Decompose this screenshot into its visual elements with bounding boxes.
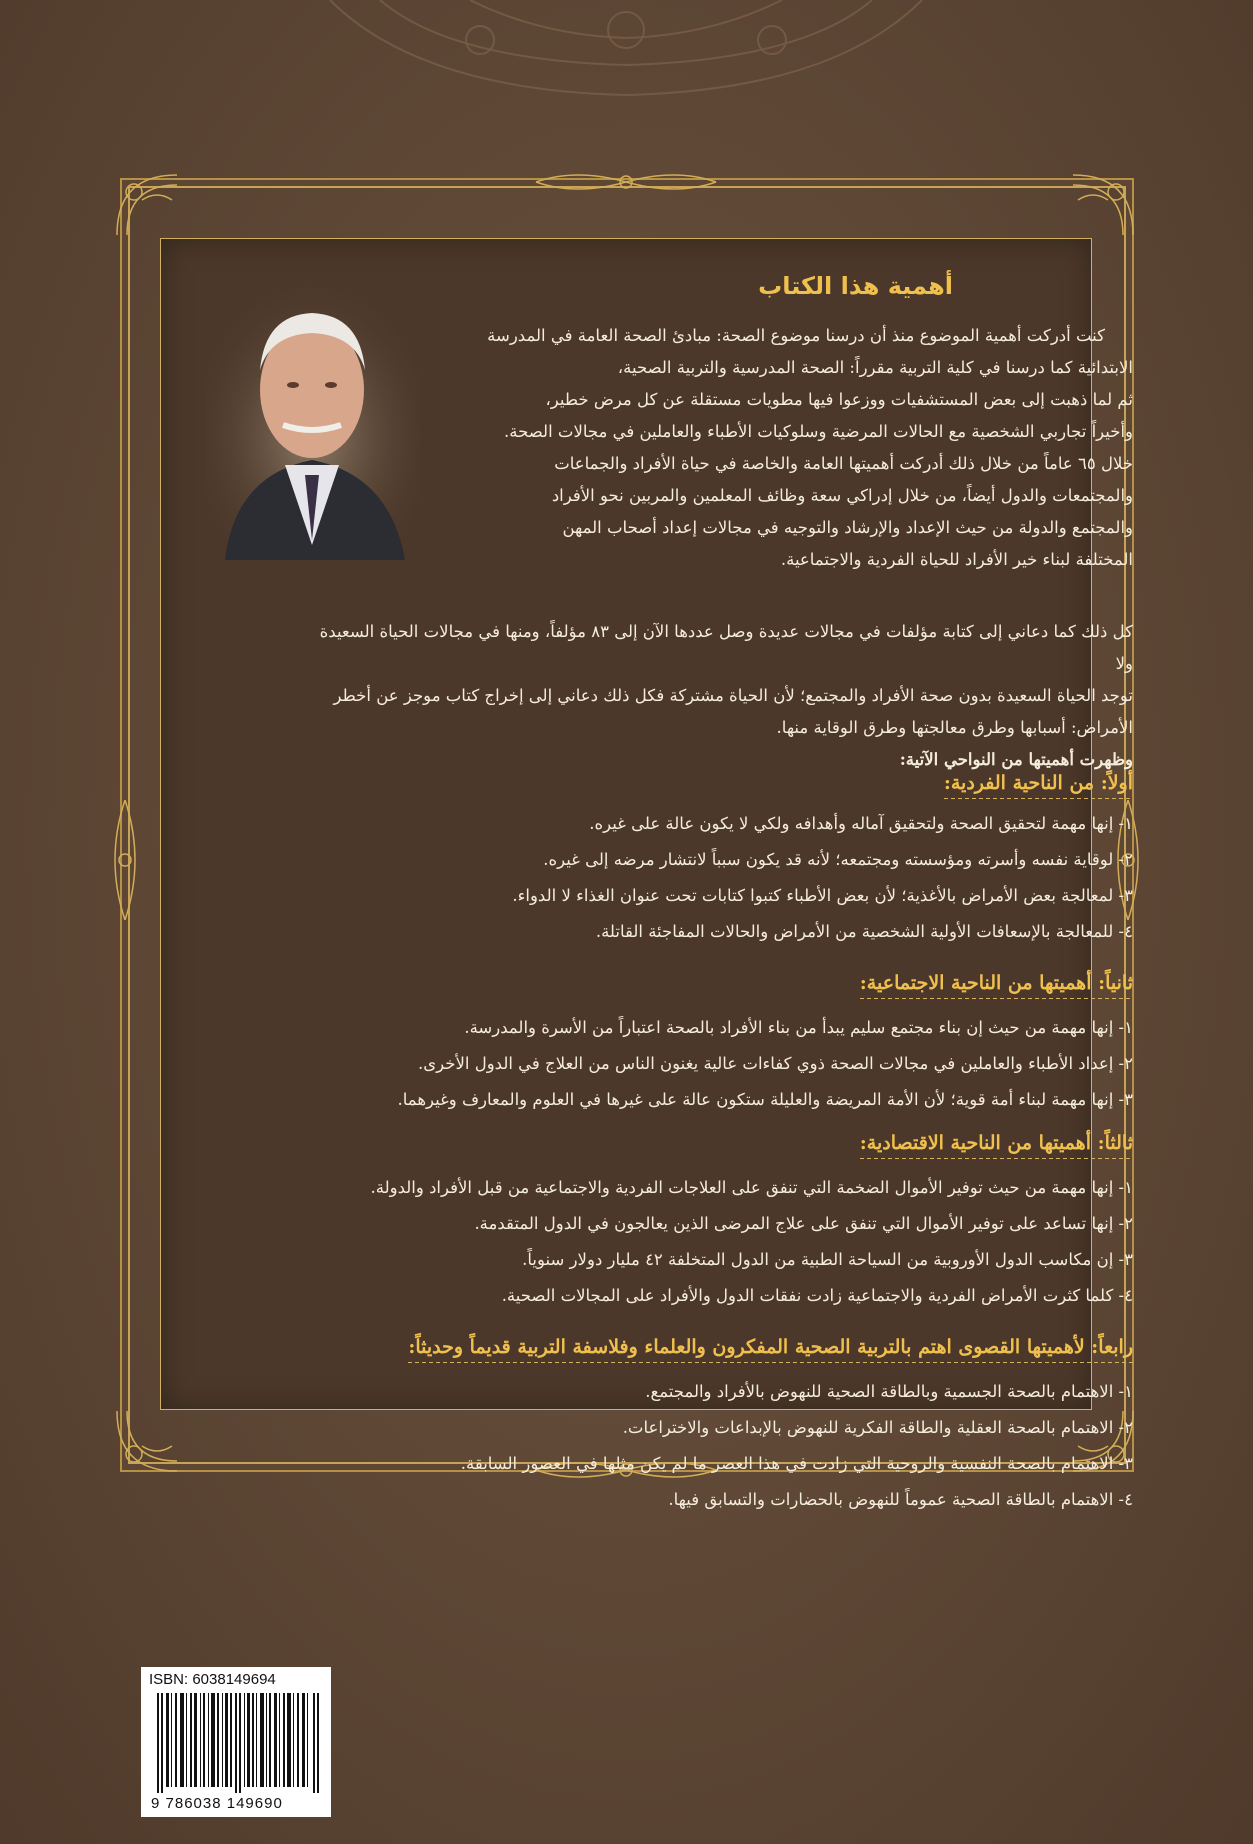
lead-line: وظهرت أهميتها من النواحي الآتية: — [899, 750, 1133, 769]
isbn-barcode — [141, 1667, 331, 1817]
isbn-label: ISBN: 6038149694 — [149, 1671, 276, 1688]
intro-line: ثم لما ذهبت إلى بعض المستشفيات ووزعوا فيها مطويات مستقلة عن كل مرض خطير، — [545, 390, 1133, 409]
heading-text: ثانياً: أهميتها من الناحية الاجتماعية: — [859, 972, 1133, 994]
list-item: ٢- لوقاية نفسه وأسرته ومؤسسته ومجتمعه؛ لأنه قد يكون سبباً لانتشار مرضه إلى غيره. — [543, 850, 1133, 869]
intro-line: والمجتمعات والدول أيضاً، من خلال إدراكي سعة وظائف المعلمين والمربين نحو الأفراد — [551, 486, 1133, 505]
author-portrait — [205, 285, 420, 560]
top-frame-ornament — [526, 168, 726, 196]
corner-ornament-top-left — [112, 170, 182, 240]
list-item: ٤- كلما كثرت الأمراض الفردية والاجتماعية زادت نفقات الدول والأفراد على المجالات الصحية. — [501, 1286, 1133, 1305]
corner-ornament-top-right — [1068, 170, 1138, 240]
list-social — [303, 1010, 1133, 1118]
top-arabesque-ornament — [0, 0, 1253, 120]
heading-text: أولاً: من الناحية الفردية: — [943, 772, 1133, 794]
list-item: ١- إنها مهمة من حيث إن بناء مجتمع سليم يبدأ من بناء الأفراد بالصحة اعتباراً من الأسرة والمدرسة. — [464, 1018, 1133, 1037]
intro-paragraph — [408, 320, 1133, 576]
section-heading-economic — [860, 1132, 1133, 1159]
list-item: ٤- للمعالجة بالإسعافات الأولية الشخصية من الأمراض والحالات المفاجئة القاتلة. — [595, 922, 1133, 941]
intro-line: خلال ٦٥ عاماً من خلال ذلك أدركت أهميتها العامة والخاصة في حياة الأفراد والجماعات — [554, 454, 1133, 473]
section-heading-individual — [944, 772, 1133, 799]
intro-line: وأخيراً تجاربي الشخصية مع الحالات المرضية وسلوكيات الأطباء والعاملين في مجالات الصحة. — [504, 422, 1133, 441]
list-item: ١- إنها مهمة لتحقيق الصحة ولتحقيق آماله وأهدافه ولكي لا يكون عالة على غيره. — [589, 814, 1133, 833]
intro-line: والمجتمع والدولة من حيث الإعداد والإرشاد والتوجيه في مجالات إعداد أصحاب المهن — [562, 518, 1133, 537]
heading-text: ثالثاً: أهميتها من الناحية الاقتصادية: — [859, 1132, 1133, 1154]
paragraph-line: الأمراض: أسبابها وطرق معالجتها وطرق الوقاية منها. — [776, 718, 1133, 737]
heading-underline — [860, 1158, 1133, 1159]
second-paragraph — [303, 616, 1133, 776]
list-scholars — [303, 1374, 1133, 1518]
paragraph-line: توجد الحياة السعيدة بدون صحة الأفراد والمجتمع؛ لأن الحياة مشتركة فكل ذلك دعاني إلى إخراج كتاب موجز عن أخطر — [333, 686, 1133, 705]
heading-underline — [860, 998, 1133, 999]
list-item: ٤- الاهتمام بالطاقة الصحية عموماً للنهوض بالحضارات والتسابق فيها. — [668, 1490, 1133, 1509]
intro-line: المختلفة لبناء خير الأفراد للحياة الفردية والاجتماعية. — [780, 550, 1133, 569]
list-item: ٣- لمعالجة بعض الأمراض بالأغذية؛ لأن بعض الأطباء كتبوا كتابات تحت عنوان الغذاء لا الدواء. — [512, 886, 1133, 905]
barcode-bars — [157, 1693, 321, 1793]
list-economic — [303, 1170, 1133, 1314]
heading-underline — [408, 1362, 1133, 1363]
list-item: ٣- إن مكاسب الدول الأوروبية من السياحة الطبية من الدول المتخلفة ٤٢ مليار دولار سنوياً. — [522, 1250, 1133, 1269]
intro-line: كنت أدركت أهمية الموضوع منذ أن درسنا موضوع الصحة: مبادئ الصحة العامة في المدرسة — [487, 326, 1105, 345]
list-item: ٢- إنها تساعد على توفير الأموال التي تنفق على علاج المرضى الذين يعالجون في الدول المتقدمة. — [474, 1214, 1133, 1233]
list-item: ١- الاهتمام بالصحة الجسمية وبالطاقة الصحية للنهوض بالأفراد والمجتمع. — [645, 1382, 1133, 1401]
list-item: ٣- الاهتمام بالصحة النفسية والروحية التي زادت في هذا العصر ما لم يكن مثلها في العصور السابقة. — [460, 1454, 1133, 1473]
list-individual — [303, 806, 1133, 950]
intro-line: الابتدائية كما درسنا في كلية التربية مقرراً: الصحة المدرسية والتربية الصحية، — [617, 358, 1133, 377]
section-heading-scholars — [408, 1336, 1133, 1363]
list-item: ١- إنها مهمة من حيث توفير الأموال الضخمة التي تنفق على العلاجات الفردية والاجتماعية من قبل الأفراد والدولة. — [370, 1178, 1133, 1197]
paragraph-line: كل ذلك كما دعاني إلى كتابة مؤلفات في مجالات عديدة وصل عددها الآن إلى ٨٣ مؤلفاً، ومنها في مجالات الحياة السعيدة ولا — [319, 622, 1133, 673]
section-heading-social — [860, 972, 1133, 999]
list-item: ٢- الاهتمام بالصحة العقلية والطاقة الفكرية للنهوض بالإبداعات والاختراعات. — [622, 1418, 1133, 1437]
left-side-ornament — [105, 800, 145, 920]
section-title: أهمية هذا الكتاب — [758, 272, 953, 300]
heading-underline — [944, 798, 1133, 799]
ean-number: 9 786038 149690 — [151, 1795, 283, 1812]
list-item: ٢- إعداد الأطباء والعاملين في مجالات الصحة ذوي كفاءات عالية يغنون الناس من العلاج في الدول الأخرى. — [418, 1054, 1133, 1073]
heading-text: رابعاً: لأهميتها القصوى اهتم بالتربية الصحية المفكرون والعلماء وفلاسفة التربية قديماً وحديثاً: — [408, 1336, 1133, 1358]
list-item: ٣- إنها مهمة لبناء أمة قوية؛ لأن الأمة المريضة والعليلة ستكون عالة على غيرها في العلوم والمعارف وغيرهما. — [397, 1090, 1133, 1109]
corner-ornament-bottom-left — [112, 1406, 182, 1476]
